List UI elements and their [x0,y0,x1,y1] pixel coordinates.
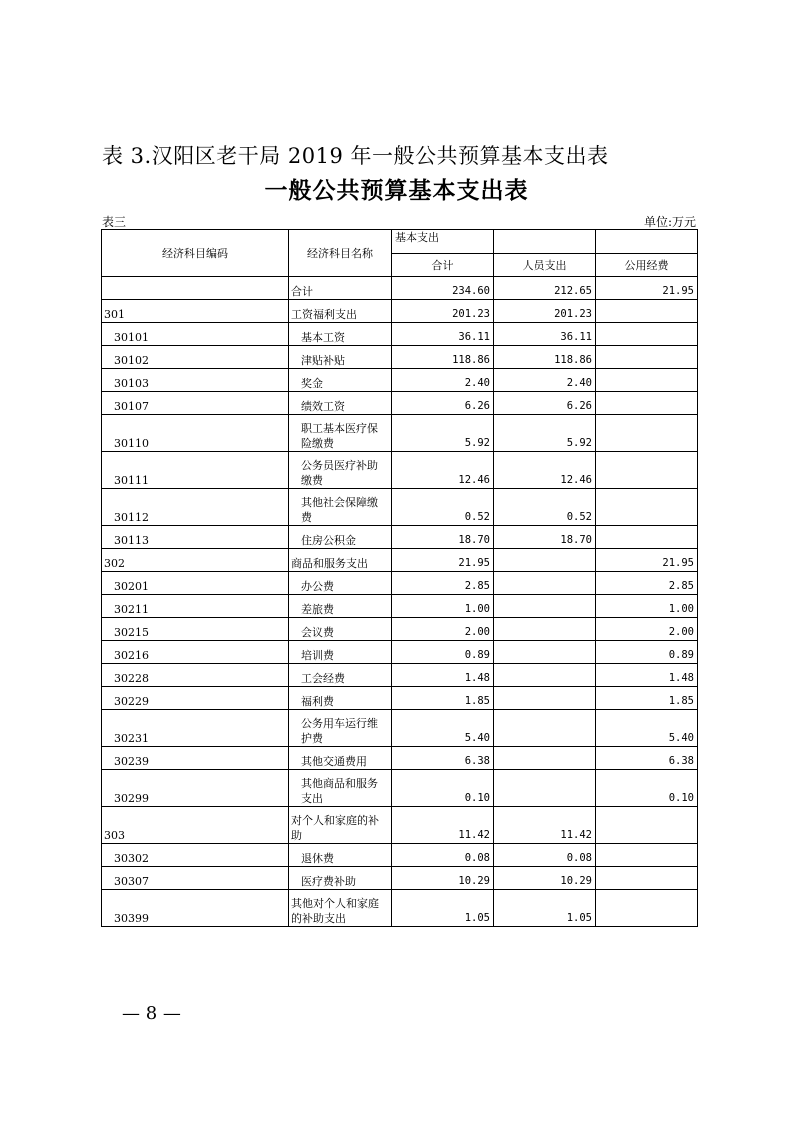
total-cell: 1.48 [392,664,494,687]
public-cell [596,369,698,392]
name-cell: 其他社会保障缴费 [289,489,392,526]
name-cell: 合计 [289,277,392,300]
name-cell: 住房公积金 [289,526,392,549]
header-personnel: 人员支出 [494,254,596,277]
table-row [102,664,698,687]
personnel-cell [494,664,596,687]
total-cell: 6.26 [392,392,494,415]
table-row [102,300,698,323]
personnel-cell: 212.65 [494,277,596,300]
name-cell: 工资福利支出 [289,300,392,323]
code-cell: 30299 [102,770,289,807]
table-row [102,770,698,807]
table-row [102,807,698,844]
code-cell: 30112 [102,489,289,526]
table-row [102,549,698,572]
table-row [102,710,698,747]
code-cell [102,277,289,300]
personnel-cell [494,618,596,641]
header-basic-expenditure: 基本支出 [392,230,494,254]
total-cell: 2.85 [392,572,494,595]
code-cell: 30101 [102,323,289,346]
name-cell: 职工基本医疗保险缴费 [289,415,392,452]
personnel-cell: 12.46 [494,452,596,489]
name-cell: 公务用车运行维护费 [289,710,392,747]
page-number: — 8 — [122,1003,181,1024]
header-public: 公用经费 [596,254,698,277]
unit-label: 单位:万元 [643,215,696,229]
total-cell: 2.00 [392,618,494,641]
table-row [102,346,698,369]
personnel-cell [494,572,596,595]
table-body [102,277,698,927]
total-cell: 234.60 [392,277,494,300]
header-name: 经济科目名称 [289,230,392,277]
total-cell: 11.42 [392,807,494,844]
total-cell: 10.29 [392,867,494,890]
table-row [102,595,698,618]
public-cell: 2.85 [596,572,698,595]
code-cell: 30215 [102,618,289,641]
personnel-cell [494,710,596,747]
total-cell: 21.95 [392,549,494,572]
total-cell: 12.46 [392,452,494,489]
total-cell: 1.00 [392,595,494,618]
public-cell [596,867,698,890]
personnel-cell: 5.92 [494,415,596,452]
personnel-cell: 201.23 [494,300,596,323]
table-main-title: 一般公共预算基本支出表 [264,177,529,204]
personnel-cell [494,687,596,710]
table-row [102,452,698,489]
code-cell: 30216 [102,641,289,664]
code-cell: 30113 [102,526,289,549]
personnel-cell: 10.29 [494,867,596,890]
total-cell: 6.38 [392,747,494,770]
code-cell: 30111 [102,452,289,489]
public-cell [596,415,698,452]
table-row [102,415,698,452]
name-cell: 差旅费 [289,595,392,618]
code-cell: 30103 [102,369,289,392]
table-row [102,489,698,526]
code-cell: 30107 [102,392,289,415]
table-row [102,526,698,549]
public-cell: 21.95 [596,277,698,300]
public-cell [596,300,698,323]
table-row [102,277,698,300]
header-code: 经济科目编码 [102,230,289,277]
name-cell: 工会经费 [289,664,392,687]
personnel-cell: 18.70 [494,526,596,549]
name-cell: 办公费 [289,572,392,595]
name-cell: 基本工资 [289,323,392,346]
public-cell [596,844,698,867]
total-cell: 0.10 [392,770,494,807]
public-cell: 0.10 [596,770,698,807]
total-cell: 5.40 [392,710,494,747]
public-cell [596,489,698,526]
name-cell: 福利费 [289,687,392,710]
personnel-cell: 1.05 [494,890,596,927]
total-cell: 1.85 [392,687,494,710]
code-cell: 30102 [102,346,289,369]
name-cell: 奖金 [289,369,392,392]
personnel-cell [494,595,596,618]
public-cell: 5.40 [596,710,698,747]
table-row [102,618,698,641]
public-cell [596,890,698,927]
total-cell: 36.11 [392,323,494,346]
public-cell: 0.89 [596,641,698,664]
personnel-cell: 6.26 [494,392,596,415]
public-cell: 6.38 [596,747,698,770]
code-cell: 30239 [102,747,289,770]
code-cell: 30211 [102,595,289,618]
name-cell: 其他对个人和家庭的补助支出 [289,890,392,927]
total-cell: 0.89 [392,641,494,664]
code-cell: 303 [102,807,289,844]
public-cell [596,392,698,415]
table-row [102,323,698,346]
public-cell [596,346,698,369]
name-cell: 公务员医疗补助缴费 [289,452,392,489]
public-cell [596,807,698,844]
table-row [102,747,698,770]
name-cell: 其他商品和服务支出 [289,770,392,807]
public-cell: 21.95 [596,549,698,572]
table-row [102,687,698,710]
public-cell: 1.48 [596,664,698,687]
code-cell: 30228 [102,664,289,687]
personnel-cell [494,549,596,572]
personnel-cell: 2.40 [494,369,596,392]
code-cell: 302 [102,549,289,572]
total-cell: 0.08 [392,844,494,867]
table-row [102,844,698,867]
code-cell: 30229 [102,687,289,710]
public-cell: 2.00 [596,618,698,641]
name-cell: 会议费 [289,618,392,641]
table-label: 表三 [102,215,127,229]
total-cell: 2.40 [392,369,494,392]
table-row [102,890,698,927]
name-cell: 医疗费补助 [289,867,392,890]
code-cell: 30307 [102,867,289,890]
header-total: 合计 [392,254,494,277]
total-cell: 118.86 [392,346,494,369]
code-cell: 30399 [102,890,289,927]
personnel-cell: 11.42 [494,807,596,844]
name-cell: 其他交通费用 [289,747,392,770]
budget-table [101,229,698,927]
document-title: 表 3.汉阳区老干局 2019 年一般公共预算基本支出表 [102,144,609,168]
public-cell [596,323,698,346]
name-cell: 绩效工资 [289,392,392,415]
header-row-1 [102,230,698,254]
personnel-cell: 118.86 [494,346,596,369]
public-cell [596,526,698,549]
code-cell: 30231 [102,710,289,747]
personnel-cell [494,641,596,664]
name-cell: 培训费 [289,641,392,664]
code-cell: 30201 [102,572,289,595]
header-empty-cell [494,230,596,254]
table-row [102,867,698,890]
name-cell: 津贴补贴 [289,346,392,369]
personnel-cell [494,770,596,807]
personnel-cell: 0.08 [494,844,596,867]
public-cell: 1.85 [596,687,698,710]
personnel-cell: 36.11 [494,323,596,346]
total-cell: 5.92 [392,415,494,452]
name-cell: 对个人和家庭的补助 [289,807,392,844]
table-row [102,369,698,392]
total-cell: 18.70 [392,526,494,549]
public-cell [596,452,698,489]
personnel-cell [494,747,596,770]
table-row [102,572,698,595]
total-cell: 1.05 [392,890,494,927]
header-empty-cell [596,230,698,254]
name-cell: 退休费 [289,844,392,867]
code-cell: 30302 [102,844,289,867]
table-row [102,641,698,664]
public-cell: 1.00 [596,595,698,618]
total-cell: 201.23 [392,300,494,323]
name-cell: 商品和服务支出 [289,549,392,572]
code-cell: 301 [102,300,289,323]
table-row [102,392,698,415]
code-cell: 30110 [102,415,289,452]
total-cell: 0.52 [392,489,494,526]
personnel-cell: 0.52 [494,489,596,526]
